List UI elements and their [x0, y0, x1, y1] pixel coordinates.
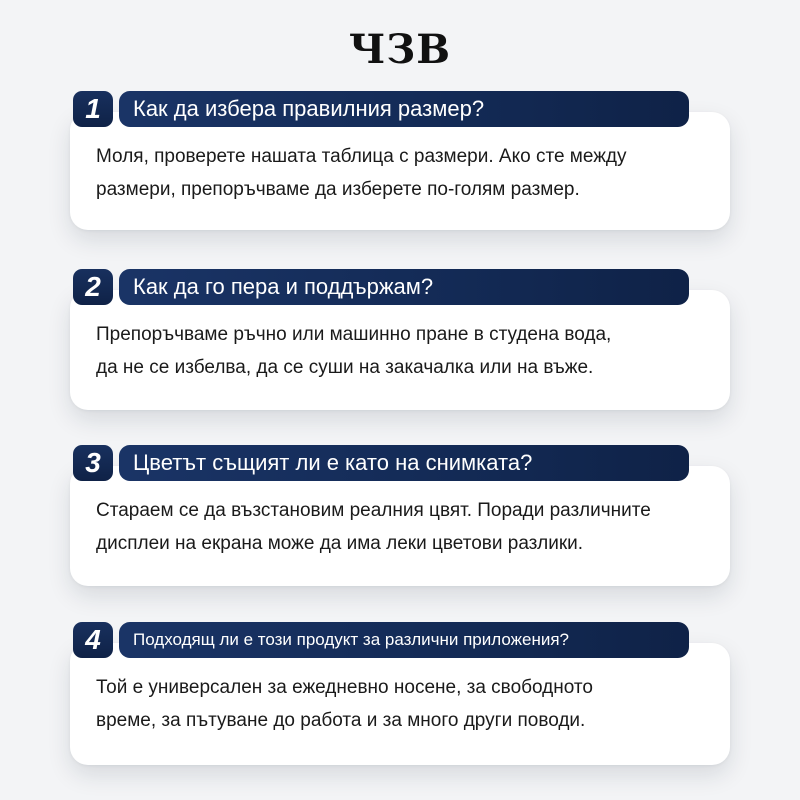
- faq-number-badge: 3: [73, 445, 113, 481]
- faq-question: Подходящ ли е този продукт за различни приложения?: [119, 622, 689, 658]
- faq-number-badge: 2: [73, 269, 113, 305]
- faq-answer: Препоръчваме ръчно или машинно пране в студена вода, да не се избелва, да се суши на закачалка или на въже.: [96, 324, 612, 378]
- faq-answer: Стараем се да възстановим реалния цвят. Поради различните дисплеи на екрана може да има леки цветови разлики.: [96, 500, 651, 554]
- faq-answer-card: [70, 466, 730, 586]
- faq-number-badge: 1: [73, 91, 113, 127]
- faq-question: Как да избера правилния размер?: [119, 91, 689, 127]
- faq-number-badge: 4: [73, 622, 113, 658]
- faq-answer-card: [70, 643, 730, 765]
- page-title: ЧЗВ: [348, 26, 452, 73]
- faq-answer-card: [70, 290, 730, 410]
- faq-answer: Той е универсален за ежедневно носене, за свободното време, за пътуване до работа и за много други поводи.: [96, 677, 593, 731]
- faq-question: Как да го пера и поддържам?: [119, 269, 689, 305]
- faq-answer-card: [70, 112, 730, 230]
- faq-question: Цветът същият ли е като на снимката?: [119, 445, 689, 481]
- faq-answer: Моля, проверете нашата таблица с размери. Ако сте между размери, препоръчваме да изберете по-голям размер.: [96, 146, 627, 200]
